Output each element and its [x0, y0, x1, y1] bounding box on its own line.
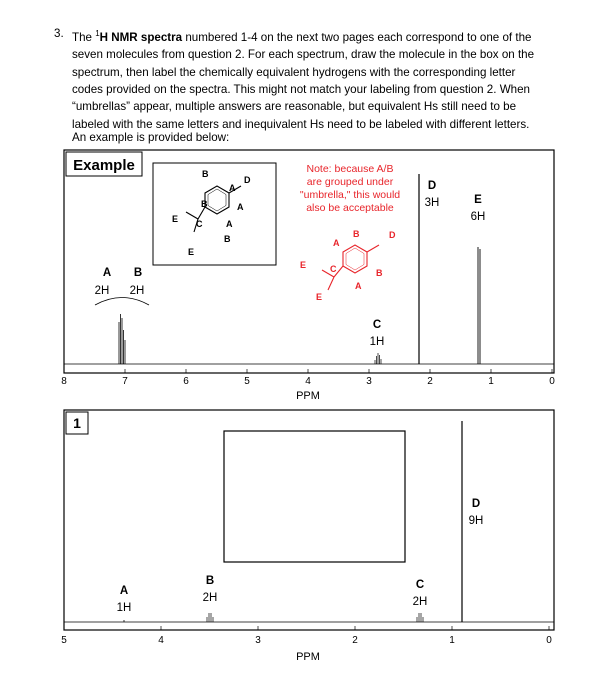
question-line-4: codes provided on the spectra. This might not match your labeling from question 2. When	[72, 83, 530, 97]
svg-text:E: E	[172, 214, 179, 224]
svg-text:D: D	[471, 498, 481, 510]
svg-text:6H: 6H	[470, 211, 486, 223]
question-text: The $^1$H NMR spectra numbered 1-4 on the next two pages each correspond to one of the seven molecules from question 2. For each spectrum, draw the molecule in the box on the spectrum, then label the chemically equivalent hydrogens with the corresponding letter codes provided on the spectra. This might not match your labeling from question 2. When “umbrellas” appear, multiple answers are reasonable, but equivalent Hs still need to be labeled with the same letters and inequivalent Hs need to be labeled with different letters.	[72, 25, 579, 133]
svg-text:3: 3	[366, 376, 372, 387]
svg-text:C: C	[330, 264, 337, 274]
svg-text:B: B	[201, 199, 208, 209]
svg-text:"umbrella," this would: "umbrella," this would	[299, 189, 401, 201]
question-line-3: spectrum, then label the chemically equivalent hydrogens with the corresponding letter	[72, 65, 516, 79]
svg-text:5: 5	[244, 376, 250, 387]
example-axis-label: PPM	[296, 390, 320, 402]
svg-text:2: 2	[427, 376, 433, 387]
svg-text:2: 2	[352, 635, 358, 646]
svg-text:2H: 2H	[129, 285, 145, 297]
svg-text:1H: 1H	[116, 602, 132, 614]
svg-text:1: 1	[449, 635, 455, 646]
example-tick-labels	[61, 376, 555, 387]
svg-text:1H: 1H	[369, 336, 385, 348]
svg-text:0: 0	[546, 635, 552, 646]
umbrella-ab	[95, 298, 149, 306]
svg-text:3: 3	[255, 635, 261, 646]
svg-text:1: 1	[488, 376, 494, 387]
svg-text:9H: 9H	[468, 515, 484, 527]
svg-text:Note: because A/B: Note: because A/B	[306, 163, 394, 175]
svg-text:A: A	[333, 238, 340, 248]
example-label: Example	[73, 157, 135, 174]
svg-text:B: B	[133, 267, 143, 279]
svg-text:E: E	[474, 194, 482, 206]
svg-text:D: D	[427, 180, 437, 192]
spectrum1-axis-label: PPM	[296, 651, 320, 663]
question-line-2: seven molecules from question 2. For each spectrum, draw the molecule in the box on the	[72, 48, 535, 62]
svg-text:6: 6	[183, 376, 189, 387]
svg-text:7: 7	[122, 376, 128, 387]
svg-text:C: C	[415, 579, 425, 591]
svg-text:A: A	[119, 585, 129, 597]
spectrum1-peak-c	[417, 613, 423, 622]
svg-text:A: A	[226, 219, 233, 229]
svg-text:8: 8	[61, 376, 67, 387]
example-molecule-labels	[172, 169, 251, 257]
spectrum1-drawing-box[interactable]	[224, 431, 405, 562]
svg-text:A: A	[237, 202, 244, 212]
svg-text:A: A	[102, 267, 112, 279]
svg-text:B: B	[353, 229, 360, 239]
example-note	[300, 163, 400, 214]
svg-text:D: D	[389, 230, 396, 240]
svg-text:A: A	[355, 281, 362, 291]
svg-text:4: 4	[305, 376, 311, 387]
svg-text:5: 5	[61, 635, 67, 646]
question-number: 3.	[54, 27, 64, 40]
svg-text:C: C	[372, 319, 382, 331]
svg-text:B: B	[202, 169, 209, 179]
svg-text:also be acceptable: also be acceptable	[306, 202, 394, 214]
svg-text:2H: 2H	[412, 596, 428, 608]
example-peak-e	[478, 247, 480, 364]
svg-text:A: A	[229, 183, 236, 193]
svg-text:0: 0	[549, 376, 555, 387]
svg-text:B: B	[224, 234, 231, 244]
example-intro: An example is provided below:	[72, 131, 230, 144]
spectrum1-peak-b	[207, 613, 213, 622]
svg-text:E: E	[188, 247, 195, 257]
spectrum1-tick-labels	[61, 635, 552, 646]
example-axis	[64, 369, 552, 373]
svg-text:B: B	[376, 268, 383, 278]
svg-text:C: C	[196, 219, 203, 229]
svg-text:2H: 2H	[94, 285, 110, 297]
svg-text:B: B	[205, 575, 215, 587]
example-peak-c	[375, 353, 381, 364]
example-peak-ab	[119, 314, 125, 364]
svg-text:E: E	[316, 292, 323, 302]
question-line-5: “umbrellas” appear, multiple answers are reasonable, but equivalent Hs still need to be	[72, 100, 517, 114]
svg-text:E: E	[300, 260, 307, 270]
svg-text:are grouped under: are grouped under	[306, 176, 394, 188]
svg-text:3H: 3H	[424, 197, 440, 209]
svg-text:D: D	[244, 175, 251, 185]
svg-text:4: 4	[158, 635, 164, 646]
bold-nmr-spectra: H NMR spectra	[99, 30, 183, 44]
spectrum1-label: 1	[73, 415, 81, 431]
svg-text:2H: 2H	[202, 592, 218, 604]
superscript-1: 1	[95, 29, 100, 38]
question-line-6: labeled with the same letters and inequivalent Hs need to be labeled with different letters.	[72, 117, 530, 131]
